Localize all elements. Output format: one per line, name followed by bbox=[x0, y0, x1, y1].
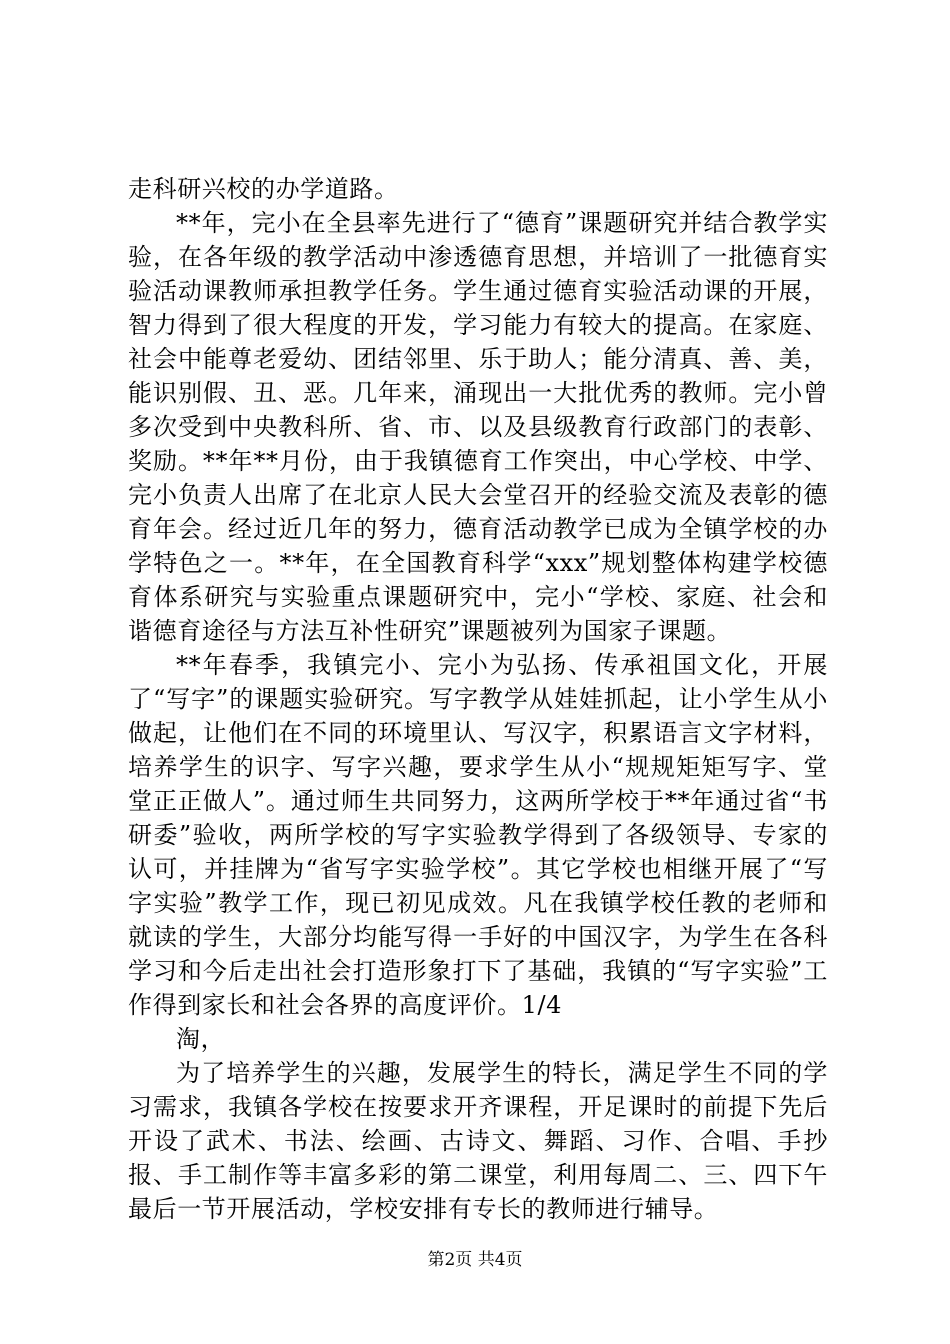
page-footer bbox=[0, 1250, 950, 1270]
paragraph-2: **年，完小在全县率先进行了“德育”课题研究并结合教学实验，在各年级的教学活动中渗透德育思想，并培训了一批德育实验活动课教师承担教学任务。学生通过德育实验活动课的开展，智力得到了很大程度的开发，学习能力有较大的提高。在家庭、社会中能尊老爱幼、团结邻里、乐于助人；能分清真、善、美，能识别假、丑、恶。几年来，涌现出一大批优秀的教师。完小曾多次受到中央教科所、省、市、以及县级教育行政部门的表彰、奖励。**年**月份，由于我镇德育工作突出，中心学校、中学、完小负责人出席了在北京人民大会堂召开的经验交流及表彰的德育年会。经过近几年的努力，德育活动教学已成为全镇学校的办学特色之一。**年，在全国教育科学“xxx”规划整体构建学校德育体系研究与实验重点课题研究中，完小“学校、家庭、社会和谐德育途径与方法互补性研究”课题被列为国家子课题。 bbox=[128, 209, 828, 645]
paragraph-3: **年春季，我镇完小、完小为弘扬、传承祖国文化，开展了“写字”的课题实验研究。写字教学从娃娃抓起，让小学生从小做起，让他们在不同的环境里认、写汉字，积累语言文字材料，培养学生的识字、写字兴趣，要求学生从小“规规矩矩写字、堂堂正正做人”。通过师生共同努力，这两所学校于**年通过省“书研委”验收，两所学校的写字实验教学得到了各级领导、专家的认可，并挂牌为“省写字实验学校”。其它学校也相继开展了“写字实验”教学工作，现已初见成效。凡在我镇学校任教的老师和就读的学生，大部分均能写得一手好的中国汉字，为学生在各科学习和今后走出社会打造形象打下了基础，我镇的“写字实验”工作得到家长和社会各界的高度评价。1/4 bbox=[128, 651, 828, 1019]
paragraph-4: 淘， bbox=[176, 1025, 226, 1053]
paragraph-1: 走科研兴校的办学道路。 bbox=[128, 175, 399, 203]
paragraph-5: 为了培养学生的兴趣，发展学生的特长，满足学生不同的学习需求，我镇各学校在按要求开齐课程，开足课时的前提下先后开设了武术、书法、绘画、古诗文、舞蹈、习作、合唱、手抄报、手工制作等丰富多彩的第二课堂，利用每周二、三、四下午最后一节开展活动，学校安排有专长的教师进行辅导。 bbox=[128, 1059, 828, 1223]
document-body bbox=[128, 172, 828, 1226]
page-number-label: 第2页 共4页 bbox=[427, 1250, 523, 1270]
